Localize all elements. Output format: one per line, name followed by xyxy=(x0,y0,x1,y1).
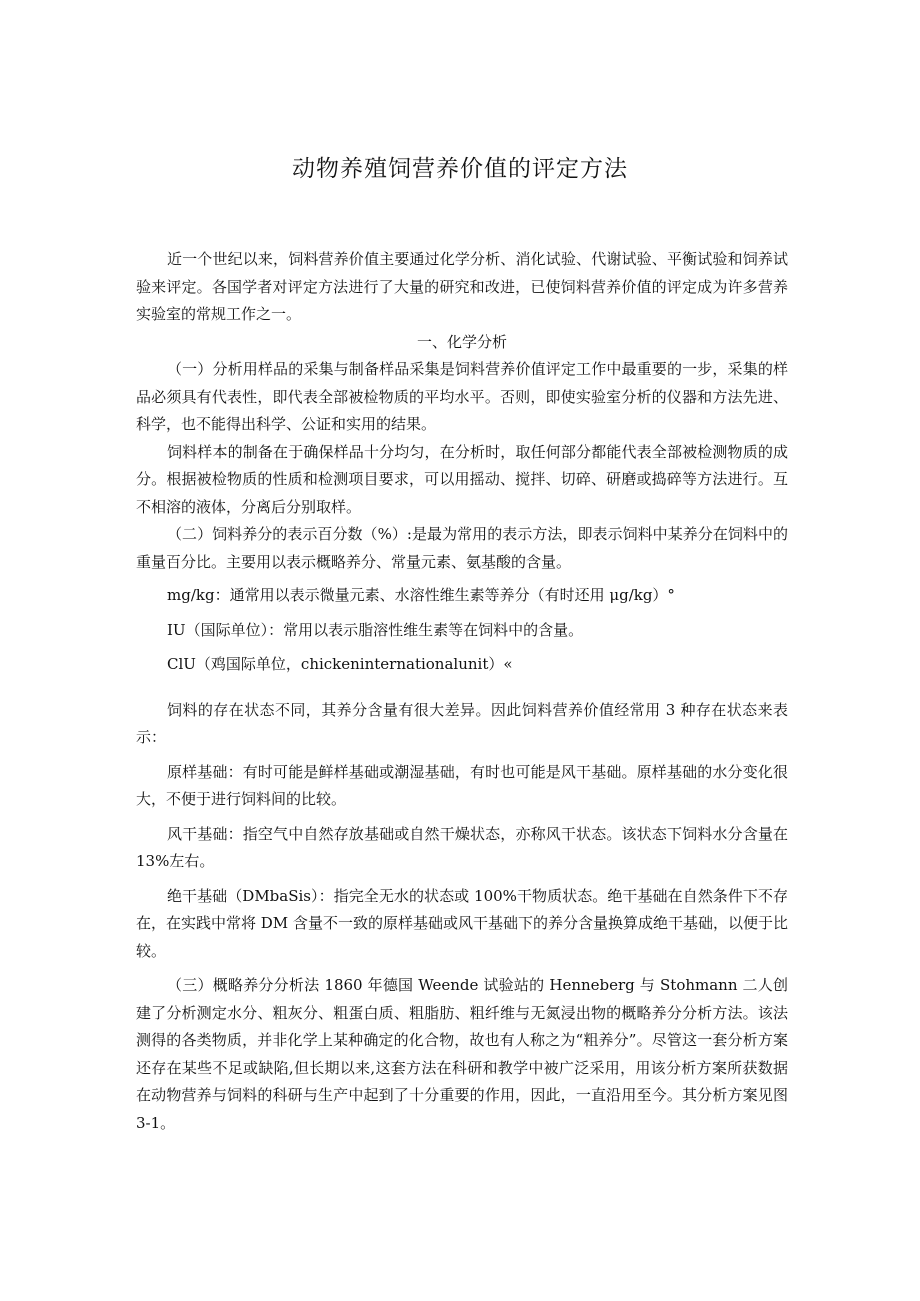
ciu-definition: ClU（鸡国际单位，chickeninternationalunit）« xyxy=(167,655,513,673)
proximate-analysis-paragraph: （三）概略养分分析法 1860 年德国 Weende 试验站的 Henneberg 与 Stohmann 二人创建了分析测定水分、粗灰分、粗蛋白质、粗脂肪、粗纤维与无氮浸出物的概略养分分析方法。该法测得的各类物质，并非化学上某种确定的化合物，故也有人称之为“粗养分”。尽管这一套分析方案还存在某些不足或缺陷,但长期以来,这套方法在科研和教学中被广泛采用，用该分析方案所获数据在动物营养与饲料的科研与生产中起到了十分重要的作用，因此，一直沿用至今。其分析方案见图 3-1。 xyxy=(136,976,788,1132)
air-dry-paragraph: 风干基础：指空气中自然存放基础或自然干燥状态，亦称风干状态。该状态下饲料水分含量在 13%左右。 xyxy=(136,824,788,870)
iu-definition: IU（国际单位）：常用以表示脂溶性维生素等在饲料中的含量。 xyxy=(167,620,584,639)
dry-matter-paragraph: 绝干基础（DMbaSis）：指完全无水的状态或 100%干物质状态。绝干基础在自然条件下不存在，在实践中常将 DM 含量不一致的原样基础或风干基础下的养分含量换算成绝干基础，以便于比较。 xyxy=(136,886,788,960)
mgkg-definition: mg/kg：通常用以表示微量元素、水溶性维生素等养分（有时还用 μg/kg）° xyxy=(167,586,675,604)
states-paragraph: 饲料的存在状态不同，其养分含量有很大差异。因此饲料营养价值经常用 3 种存在状态来表示： xyxy=(136,700,788,746)
preparation-paragraph: 饲料样本的制备在于确保样品十分均匀，在分析时，取任何部分都能代表全部被检测物质的成分。根据被检物质的性质和检测项目要求，可以用摇动、搅拌、切碎、研磨或捣碎等方法进行。互不相溶的液体，分离后分别取样。 xyxy=(136,442,788,516)
intro-paragraph: 近一个世纪以来，饲料营养价值主要通过化学分析、消化试验、代谢试验、平衡试验和饲养试验来评定。各国学者对评定方法进行了大量的研究和改进，已使饲料营养价值的评定成为许多营养实验室的常规工作之一。 xyxy=(136,250,788,323)
sampling-paragraph: （一）分析用样品的采集与制备样品采集是饲料营养价值评定工作中最重要的一步，采集的样品必须具有代表性，即代表全部被检物质的平均水平。否则，即使实验室分析的仪器和方法先进、科学，也不能得出科学、公证和实用的结果。 xyxy=(136,360,788,433)
section-heading-chemical-analysis: 一、化学分析 xyxy=(416,332,507,351)
raw-basis-paragraph: 原样基础：有时可能是鲜样基础或潮湿基础，有时也可能是风干基础。原样基础的水分变化很大，不便于进行饲料间的比较。 xyxy=(136,762,788,808)
expression-paragraph: （二）饲料养分的表示百分数（%）:是最为常用的表示方法，即表示饲料中某养分在饲料中的重量百分比。主要用以表示概略养分、常量元素、氨基酸的含量。 xyxy=(136,525,788,571)
document-body xyxy=(136,246,788,1137)
document-title: 动物养殖饲营养价值的评定方法 xyxy=(292,156,628,182)
